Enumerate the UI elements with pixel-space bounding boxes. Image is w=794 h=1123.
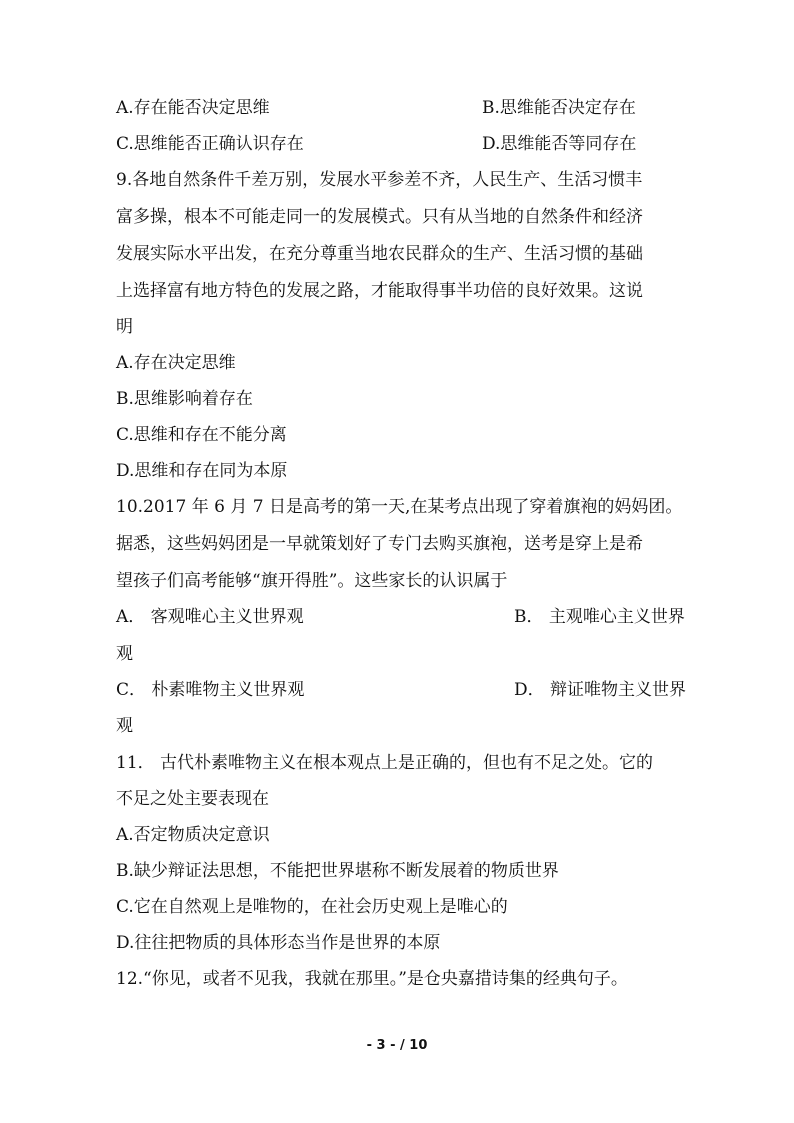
q9-option-b: B.思维影响着存在 [116, 389, 253, 409]
q11-text-line: 不足之处主要表现在 [116, 789, 269, 809]
q9-option-d: D.思维和存在同为本原 [116, 461, 288, 481]
q11-option-d: D.往往把物质的具体形态当作是世界的本原 [116, 933, 441, 953]
q8-option-d: D.思维能否等同存在 [482, 134, 637, 154]
q9-text-line: 上选择富有地方特色的发展之路，才能取得事半功倍的良好效果。这说 [116, 281, 643, 301]
q9-text-line: 富多操，根本不可能走同一的发展模式。只有从当地的自然条件和经济 [116, 207, 643, 227]
q8-option-b: B.思维能否决定存在 [482, 98, 636, 118]
page-number: - 3 - / 10 [366, 1038, 428, 1053]
q9-option-a: A.存在决定思维 [116, 353, 236, 373]
q11-option-a: A.否定物质决定意识 [116, 825, 270, 845]
q9-text-line: 9.各地自然条件千差万别，发展水平参差不齐，人民生产、生活习惯丰 [116, 170, 643, 190]
q10-text-line: 望孩子们高考能够“旗开得胜”。这些家长的认识属于 [116, 571, 508, 591]
q9-text-line: 明 [116, 317, 133, 337]
q10-option-b: B． 主观唯心主义世界 [514, 607, 685, 627]
q11-text-line: 11． 古代朴素唯物主义在根本观点上是正确的，但也有不足之处。它的 [116, 753, 654, 773]
q9-text-line: 发展实际水平出发，在充分尊重当地农民群众的生产、生活习惯的基础 [116, 244, 643, 264]
q10-option-c: C． 朴素唯物主义世界观 [116, 680, 305, 700]
q10-option-a: A． 客观唯心主义世界观 [116, 607, 304, 627]
q10-option-d: D． 辩证唯物主义世界 [514, 680, 687, 700]
q10-text-line: 10.2017 年 6 月 7 日是高考的第一天,在某考点出现了穿着旗袍的妈妈团。 [116, 497, 683, 517]
q8-option-c: C.思维能否正确认识存在 [116, 134, 304, 154]
q11-option-c: C.它在自然观上是唯物的，在社会历史观上是唯心的 [116, 897, 508, 917]
q11-option-b: B.缺少辩证法思想，不能把世界堪称不断发展着的物质世界 [116, 861, 559, 881]
q10-text-line: 据悉，这些妈妈团是一早就策划好了专门去购买旗袍，送考是穿上是希 [116, 534, 643, 554]
q10-option-d-wrap: 观 [116, 716, 133, 736]
q12-text-line: 12.“你见，或者不见我，我就在那里。”是仓央嘉措诗集的经典句子。 [116, 969, 628, 989]
q10-option-b-wrap: 观 [116, 644, 133, 664]
q8-option-a: A.存在能否决定思维 [116, 98, 270, 118]
q9-option-c: C.思维和存在不能分离 [116, 425, 287, 445]
